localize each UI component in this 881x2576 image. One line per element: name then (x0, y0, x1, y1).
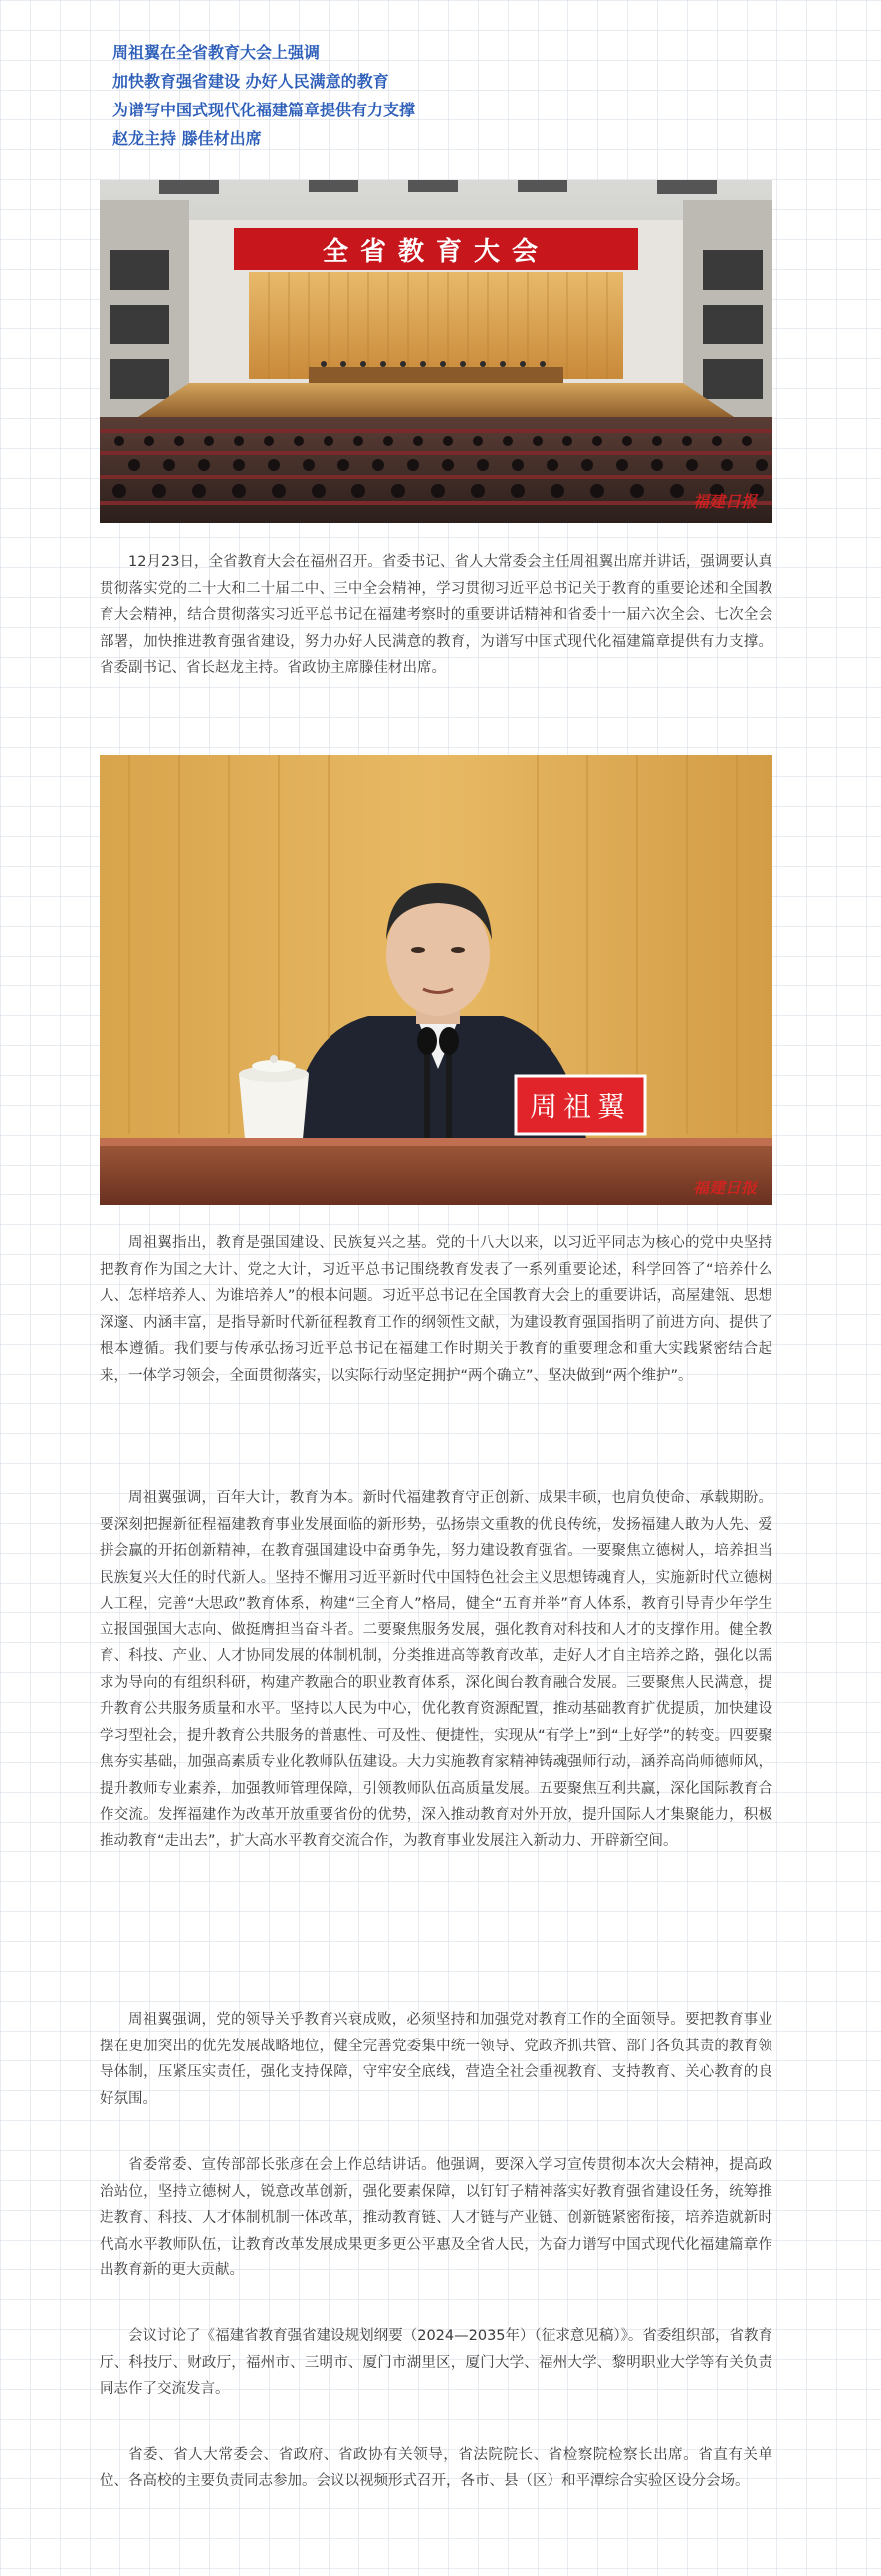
headline-line-4: 赵龙主持 滕佳材出席 (112, 129, 262, 148)
paragraph-speech-2: 周祖翼强调，百年大计，教育为本。新时代福建教育守正创新、成果丰硕，也肩负使命、承载期盼。要深刻把握新征程福建教育事业发展面临的新形势，弘扬崇文重教的优良传统，发扬福建人敢为人先、爱拼会赢的开拓创新精神，在教育强国建设中奋勇争先，努力建设教育强省。一要聚焦立德树人，培养担当民族复兴大任的时代新人。坚持不懈用习近平新时代中国特色社会主义思想铸魂育人，实施新时代立德树人工程，完善“大思政”教育体系，构建“三全育人”格局，健全“五育并举”育人体系，教育引导青少年学生立报国强国大志向、做挺膺担当奋斗者。二要聚焦服务发展，强化教育对科技和人才的支撑作用。健全教育、科技、产业、人才协同发展的体制机制，分类推进高等教育改革，走好人才自主培养之路，强化以需求为导向的有组织科研，构建产教融合的职业教育体系，深化闽台教育融合发展。三要聚焦人民满意，提升教育公共服务质量和水平。坚持以人民为中心，优化教育资源配置，推动基础教育扩优提质，加快建设学习型社会，提升教育公共服务的普惠性、可及性、便捷性，实现从“有学上”到“上好学”的转变。四要聚焦夯实基础，加强高素质专业化教师队伍建设。大力实施教育家精神铸魂强师行动，涵养高尚师德师风，提升教师专业素养，加强教师管理保障，引领教师队伍高质量发展。五要聚焦互利共赢，深化国际教育合作交流。发挥福建作为改革开放重要省份的优势，深入推动教育对外开放，提升国际人才集聚能力，积极推动教育“走出去”，扩大高水平教育交流合作，为教育事业发展注入新动力、开辟新空间。 (100, 1490, 772, 1849)
speaker-illustration (100, 755, 772, 1205)
headline-line-3: 为谱写中国式现代化福建篇章提供有力支撑 (112, 101, 416, 119)
headline-line-2: 加快教育强省建设 办好人民满意的教育 (112, 72, 389, 91)
banner-title: 全省教育大会 (322, 237, 551, 267)
paragraph-intro: 12月23日，全省教育大会在福州召开。省委书记、省人大常委会主任周祖翼出席并讲话，强调要认真贯彻落实党的二十大和二十届二中、三中全会精神，学习贯彻习近平总书记关于教育的重要论述和全国教育大会精神，结合贯彻落实习近平总书记在福建考察时的重要讲话精神和省委十一届六次全会、七次全会部署，加快推进教育强省建设，努力办好人民满意的教育，为谱写中国式现代化福建篇章提供有力支撑。省委副书记、省长赵龙主持。省政协主席滕佳材出席。 (100, 554, 772, 676)
conference-hall-photo (100, 180, 772, 523)
article-headline-block (112, 38, 750, 153)
watermark-logo: 福建日报 (692, 492, 757, 511)
watermark-logo-2: 福建日报 (692, 1179, 757, 1197)
nameplate-text: 周祖翼 (529, 1090, 632, 1123)
paragraph-discussion: 会议讨论了《福建省教育强省建设规划纲要（2024—2035年）（征求意见稿）》。省委组织部，省教育厅、科技厅、财政厅，福州市、三明市、厦门市湖里区，厦门大学、福州大学、黎明职业大学等有关负责同志作了交流发言。 (100, 2328, 772, 2397)
paragraph-speech-3: 周祖翼强调，党的领导关乎教育兴衰成败，必须坚持和加强党对教育工作的全面领导。要把教育事业摆在更加突出的优先发展战略地位，健全完善党委集中统一领导、党政齐抓共管、部门各负其责的教育领导体制，压紧压实责任，强化支持保障，守牢安全底线，营造全社会重视教育、支持教育、关心教育的良好氛围。 (100, 2012, 772, 2107)
paragraph-speech-1: 周祖翼指出，教育是强国建设、民族复兴之基。党的十八大以来，以习近平同志为核心的党中央坚持把教育作为国之大计、党之大计，习近平总书记围绕教育发表了一系列重要论述，科学回答了“培养什么人、怎样培养人、为谁培养人”的根本问题。习近平总书记在全国教育大会上的重要讲话，高屋建瓴、思想深邃、内涵丰富，是指导新时代新征程教育工作的纲领性文献，为建设教育强国指明了前进方向、提供了根本遵循。我们要与传承弘扬习近平总书记在福建工作时期关于教育的重要理念和重大实践紧密结合起来，一体学习领会，全面贯彻落实，以实际行动坚定拥护“两个确立”、坚决做到“两个维护”。 (100, 1235, 772, 1384)
headline-line-1: 周祖翼在全省教育大会上强调 (112, 43, 321, 62)
conference-hall-illustration (100, 180, 772, 523)
speaker-photo (100, 755, 772, 1205)
paragraph-summary: 省委常委、宣传部部长张彦在会上作总结讲话。他强调，要深入学习宣传贯彻本次大会精神，提高政治站位，坚持立德树人，锐意改革创新，强化要素保障，以钉钉子精神落实好教育强省建设任务，统筹推进教育、科技、人才体制机制一体改革，推动教育链、人才链与产业链、创新链紧密衔接，培养造就新时代高水平教师队伍，让教育改革发展成果更多更公平惠及全省人民，为奋力谱写中国式现代化福建篇章作出教育新的更大贡献。 (100, 2157, 772, 2278)
paragraph-attendees: 省委、省人大常委会、省政府、省政协有关领导，省法院院长、省检察院检察长出席。省直有关单位、各高校的主要负责同志参加。会议以视频形式召开，各市、县（区）和平潭综合实验区设分会场。 (100, 2447, 772, 2489)
